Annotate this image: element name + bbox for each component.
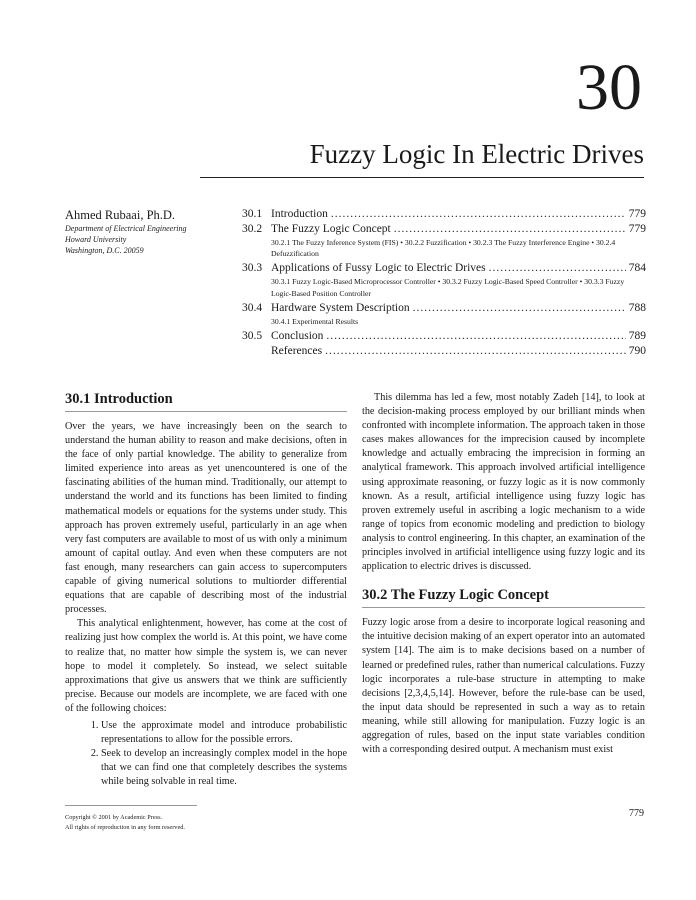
toc-leader xyxy=(326,329,625,344)
section-heading: 30.1 Introduction xyxy=(65,391,173,407)
toc-subsections: 30.3.1 Fuzzy Logic-Based Microprocessor Controller • 30.3.2 Fuzzy Logic-Based Speed Controller • 30.3.3 Fuzzy Logic-Based Position Controller xyxy=(271,277,625,298)
paragraph: Fuzzy logic arose from a desire to incorporate logical reasoning and the intuitive decision making of an expert operator into an automated system [14]. The aim is to make decisions based on a number of learned or predefined rules, rather than numerical calculations. Fuzzy logic incorporates a rule-base structure in attempting to make decisions [2,3,4,5,14]. However, before the rule-base can be used, the input data should be represented in such a way as to retain meaning, while still allowing for manipulation. Fuzzy logic is an aggregation of rules, based on the input state variables condition with a corresponding desired output. A mechanism must exist xyxy=(362,617,645,756)
title-rule xyxy=(200,177,644,178)
toc-subsections: 30.4.1 Experimental Results xyxy=(271,316,359,326)
chapter-number: 30 xyxy=(576,51,642,124)
paragraph: This dilemma has led a few, most notably Zadeh [14], to look at the decision-making process employed by our brilliant minds when confronted with incomplete information. The approach taken in those cases makes allowances for the imprecision caused by incomplete knowledge and actually embracing the imprecision in forming an analytical framework. This approach involved artificial intelligence using approximate reasoning, or fuzzy logic as it is now commonly known. As a result, artificial intelligence using fuzzy logic has proven extremely useful in ascribing a logic mechanism to a wide range of topics from economic modeling and prediction to biology analysis to control engineering. In this chapter, an examination of the principles involved in artificial intelligence using fuzzy logic and its application to electric drives is discussed. xyxy=(362,392,645,573)
paragraph: Over the years, we have increasingly been on the search to understand the human ability to reason and make decisions, often in the face of only partial knowledge. The ability to generalize from limited experience into areas as yet unencountered is one of the fascinating abilities of the human mind. Traditionally, our attempt to understand the world and its functions has been limited to finding mathematical models or equations for the systems under study. This approach has proven extremely useful, particularly in an age when very fast computers are available to most of us with only a minimum amount of capital outlay. And even when these computers are not fast enough, many researchers can gain access to supercomputers capable of giving numerical solutions to multiorder differential equations that are capable of describing most of the industrial processes. xyxy=(65,421,347,616)
author-name: Ahmed Rubaai, Ph.D. xyxy=(65,208,176,222)
toc-entry[interactable] xyxy=(242,344,646,359)
toc-number: 30.5 xyxy=(242,330,263,343)
toc-page: 788 xyxy=(628,301,646,314)
toc-entry[interactable] xyxy=(242,222,646,237)
toc-title: Conclusion xyxy=(271,330,324,343)
toc-number: 30.3 xyxy=(242,262,263,275)
copyright-notice xyxy=(65,813,185,832)
affiliation-line: Howard University xyxy=(65,235,127,244)
toc-number: 30.2 xyxy=(242,223,263,235)
list-item: 2. Seek to develop an increasingly complex model in the hope that we can find one that completely describes the systems while being solvable in real time. xyxy=(101,747,347,789)
toc-title: Introduction xyxy=(271,208,328,220)
section-rule xyxy=(65,411,347,412)
section-heading: 30.2 The Fuzzy Logic Concept xyxy=(362,587,550,604)
toc-page: 784 xyxy=(628,262,646,275)
affiliation-line: Department of Electrical Engineering xyxy=(65,224,187,233)
toc-page: 779 xyxy=(628,208,646,220)
paragraph: This analytical enlightenment, however, has come at the cost of realizing just how complex the world is. At this point, we have come to realize that, no matter how simple the system is, we can never hope to model it completely. So instead, we select suitable approximations that give us answers that we think are sufficiently precise. Because our models are incomplete, we are faced with one of the following choices: xyxy=(65,618,347,714)
toc-title: References xyxy=(271,345,323,358)
copyright-line: Copyright © 2001 by Academic Press. xyxy=(65,814,163,821)
toc-number: 30.4 xyxy=(242,301,263,314)
toc-leader xyxy=(489,261,626,276)
toc-leader xyxy=(413,301,626,316)
toc-title: The Fuzzy Logic Concept xyxy=(271,223,391,235)
toc-page: 779 xyxy=(628,223,646,235)
toc-title: Applications of Fussy Logic to Electric Drives xyxy=(271,262,486,275)
toc-number: 30.1 xyxy=(242,208,263,220)
page-number: 779 xyxy=(629,808,644,819)
toc-leader xyxy=(394,222,626,237)
toc-title: Hardware System Description xyxy=(271,301,410,314)
choice-list xyxy=(65,719,347,789)
author-block xyxy=(65,207,225,256)
list-item: 1. Use the approximate model and introduce probabilistic representations to allow for the possible errors. xyxy=(101,719,347,747)
chapter-title: Fuzzy Logic In Electric Drives xyxy=(309,139,644,169)
toc-subsections: 30.2.1 The Fuzzy Inference System (FIS) • 30.2.2 Fuzzification • 30.2.3 The Fuzzy Interference Engine • 30.2.4 Defuzzification xyxy=(271,238,616,259)
footnote-rule xyxy=(65,805,197,806)
toc-leader xyxy=(325,344,626,359)
affiliation-line: Washington, D.C. 20059 xyxy=(65,246,144,255)
toc-entry[interactable] xyxy=(242,207,646,222)
toc-entry[interactable] xyxy=(242,301,646,316)
toc-leader xyxy=(331,207,626,222)
table-of-contents xyxy=(242,207,646,359)
right-column xyxy=(362,391,645,757)
toc-entry[interactable] xyxy=(242,261,646,276)
rights-line: All rights of reproduction in any form reserved. xyxy=(65,823,185,831)
toc-page: 789 xyxy=(628,330,646,343)
author-affiliation xyxy=(65,223,225,256)
left-column xyxy=(65,390,347,789)
section-rule xyxy=(362,607,645,608)
toc-entry[interactable] xyxy=(242,329,646,344)
toc-page: 790 xyxy=(628,345,646,358)
